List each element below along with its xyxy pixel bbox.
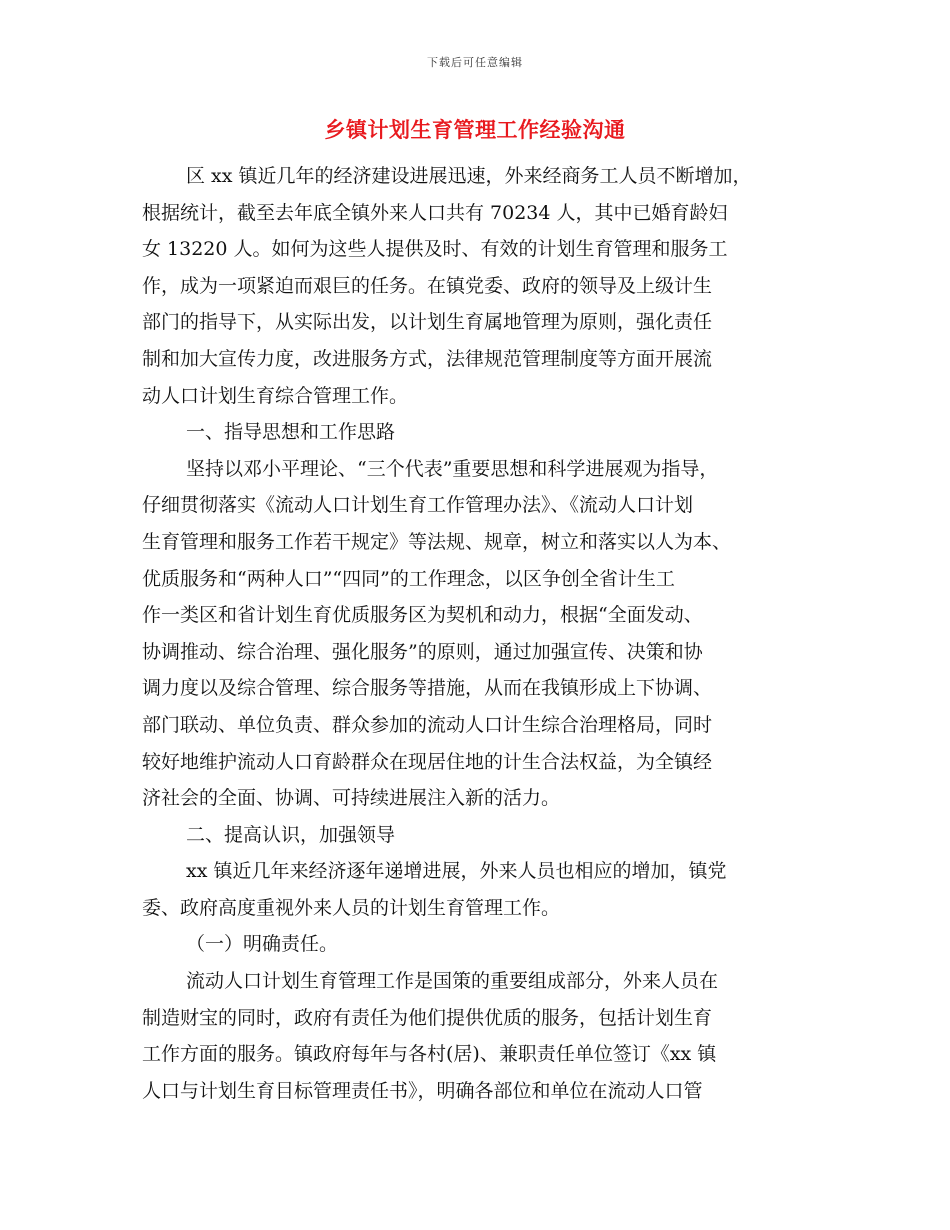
- text-line: 济社会的全面、协调、可持续进展注入新的活力。: [142, 787, 561, 810]
- text-line: 生育管理和服务工作若干规定》等法规、规章，树立和落实以人为本、: [142, 530, 732, 553]
- text-line: 人口与计划生育目标管理责任书》，明确各部位和单位在流动人口管: [142, 1079, 703, 1102]
- text-line: 部门联动、单位负责、群众参加的流动人口计生综合治理格局，同时: [142, 713, 713, 736]
- text-line: 工作方面的服务。镇政府每年与各村(居)、兼职责任单位签订《xx 镇: [142, 1043, 717, 1066]
- text-line: 协调推动、综合治理、强化服务”的原则，通过加强宣传、决策和协: [142, 640, 703, 663]
- text-line: 根据统计，截至去年底全镇外来人口共有 70234 人，其中已婚育龄妇: [142, 201, 728, 224]
- text-line: 制和加大宣传力度，改进服务方式，法律规范管理制度等方面开展流: [142, 347, 713, 370]
- page-header: 下载后可任意编辑: [427, 56, 523, 69]
- text-line: xx 镇近几年来经济逐年递增进展，外来人员也相应的增加，镇党: [186, 860, 727, 883]
- text-line: 一、指导思想和工作思路: [186, 421, 396, 444]
- text-line: 二、提高认识，加强领导: [186, 823, 396, 846]
- text-line: 女 13220 人。如何为这些人提供及时、有效的计划生育管理和服务工: [142, 238, 728, 261]
- text-line: 作，成为一项紧迫而艰巨的任务。在镇党委、政府的领导及上级计生: [142, 274, 713, 297]
- text-line: 动人口计划生育综合管理工作。: [142, 384, 409, 407]
- text-line: 部门的指导下，从实际出发，以计划生育属地管理为原则，强化责任: [142, 311, 713, 334]
- text-line: 委、政府高度重视外来人员的计划生育管理工作。: [142, 896, 561, 919]
- text-line: 流动人口计划生育管理工作是国策的重要组成部分，外来人员在: [186, 970, 719, 993]
- text-line: 仔细贯彻落实《流动人口计划生育工作管理办法》、《流动人口计划: [142, 494, 694, 517]
- text-line: 较好地维护流动人口育龄群众在现居住地的计生合法权益，为全镇经: [142, 750, 713, 773]
- document-title: 乡镇计划生育管理工作经验沟通: [324, 118, 626, 142]
- text-line: 坚持以邓小平理论、“三个代表”重要思想和科学进展观为指导，: [186, 457, 719, 480]
- text-line: 制造财宝的同时，政府有责任为他们提供优质的服务，包括计划生育: [142, 1006, 713, 1029]
- text-line: 作一类区和省计划生育优质服务区为契机和动力，根据“全面发动、: [142, 604, 703, 627]
- text-line: （一）明确责任。: [186, 933, 339, 956]
- document-body: [142, 158, 810, 1109]
- text-line: 调力度以及综合管理、综合服务等措施，从而在我镇形成上下协调、: [142, 677, 713, 700]
- text-line: 优质服务和“两种人口”“四同”的工作理念，以区争创全省计生工: [142, 567, 675, 590]
- text-line: 区 xx 镇近几年的经济建设进展迅速，外来经商务工人员不断增加，: [186, 165, 752, 187]
